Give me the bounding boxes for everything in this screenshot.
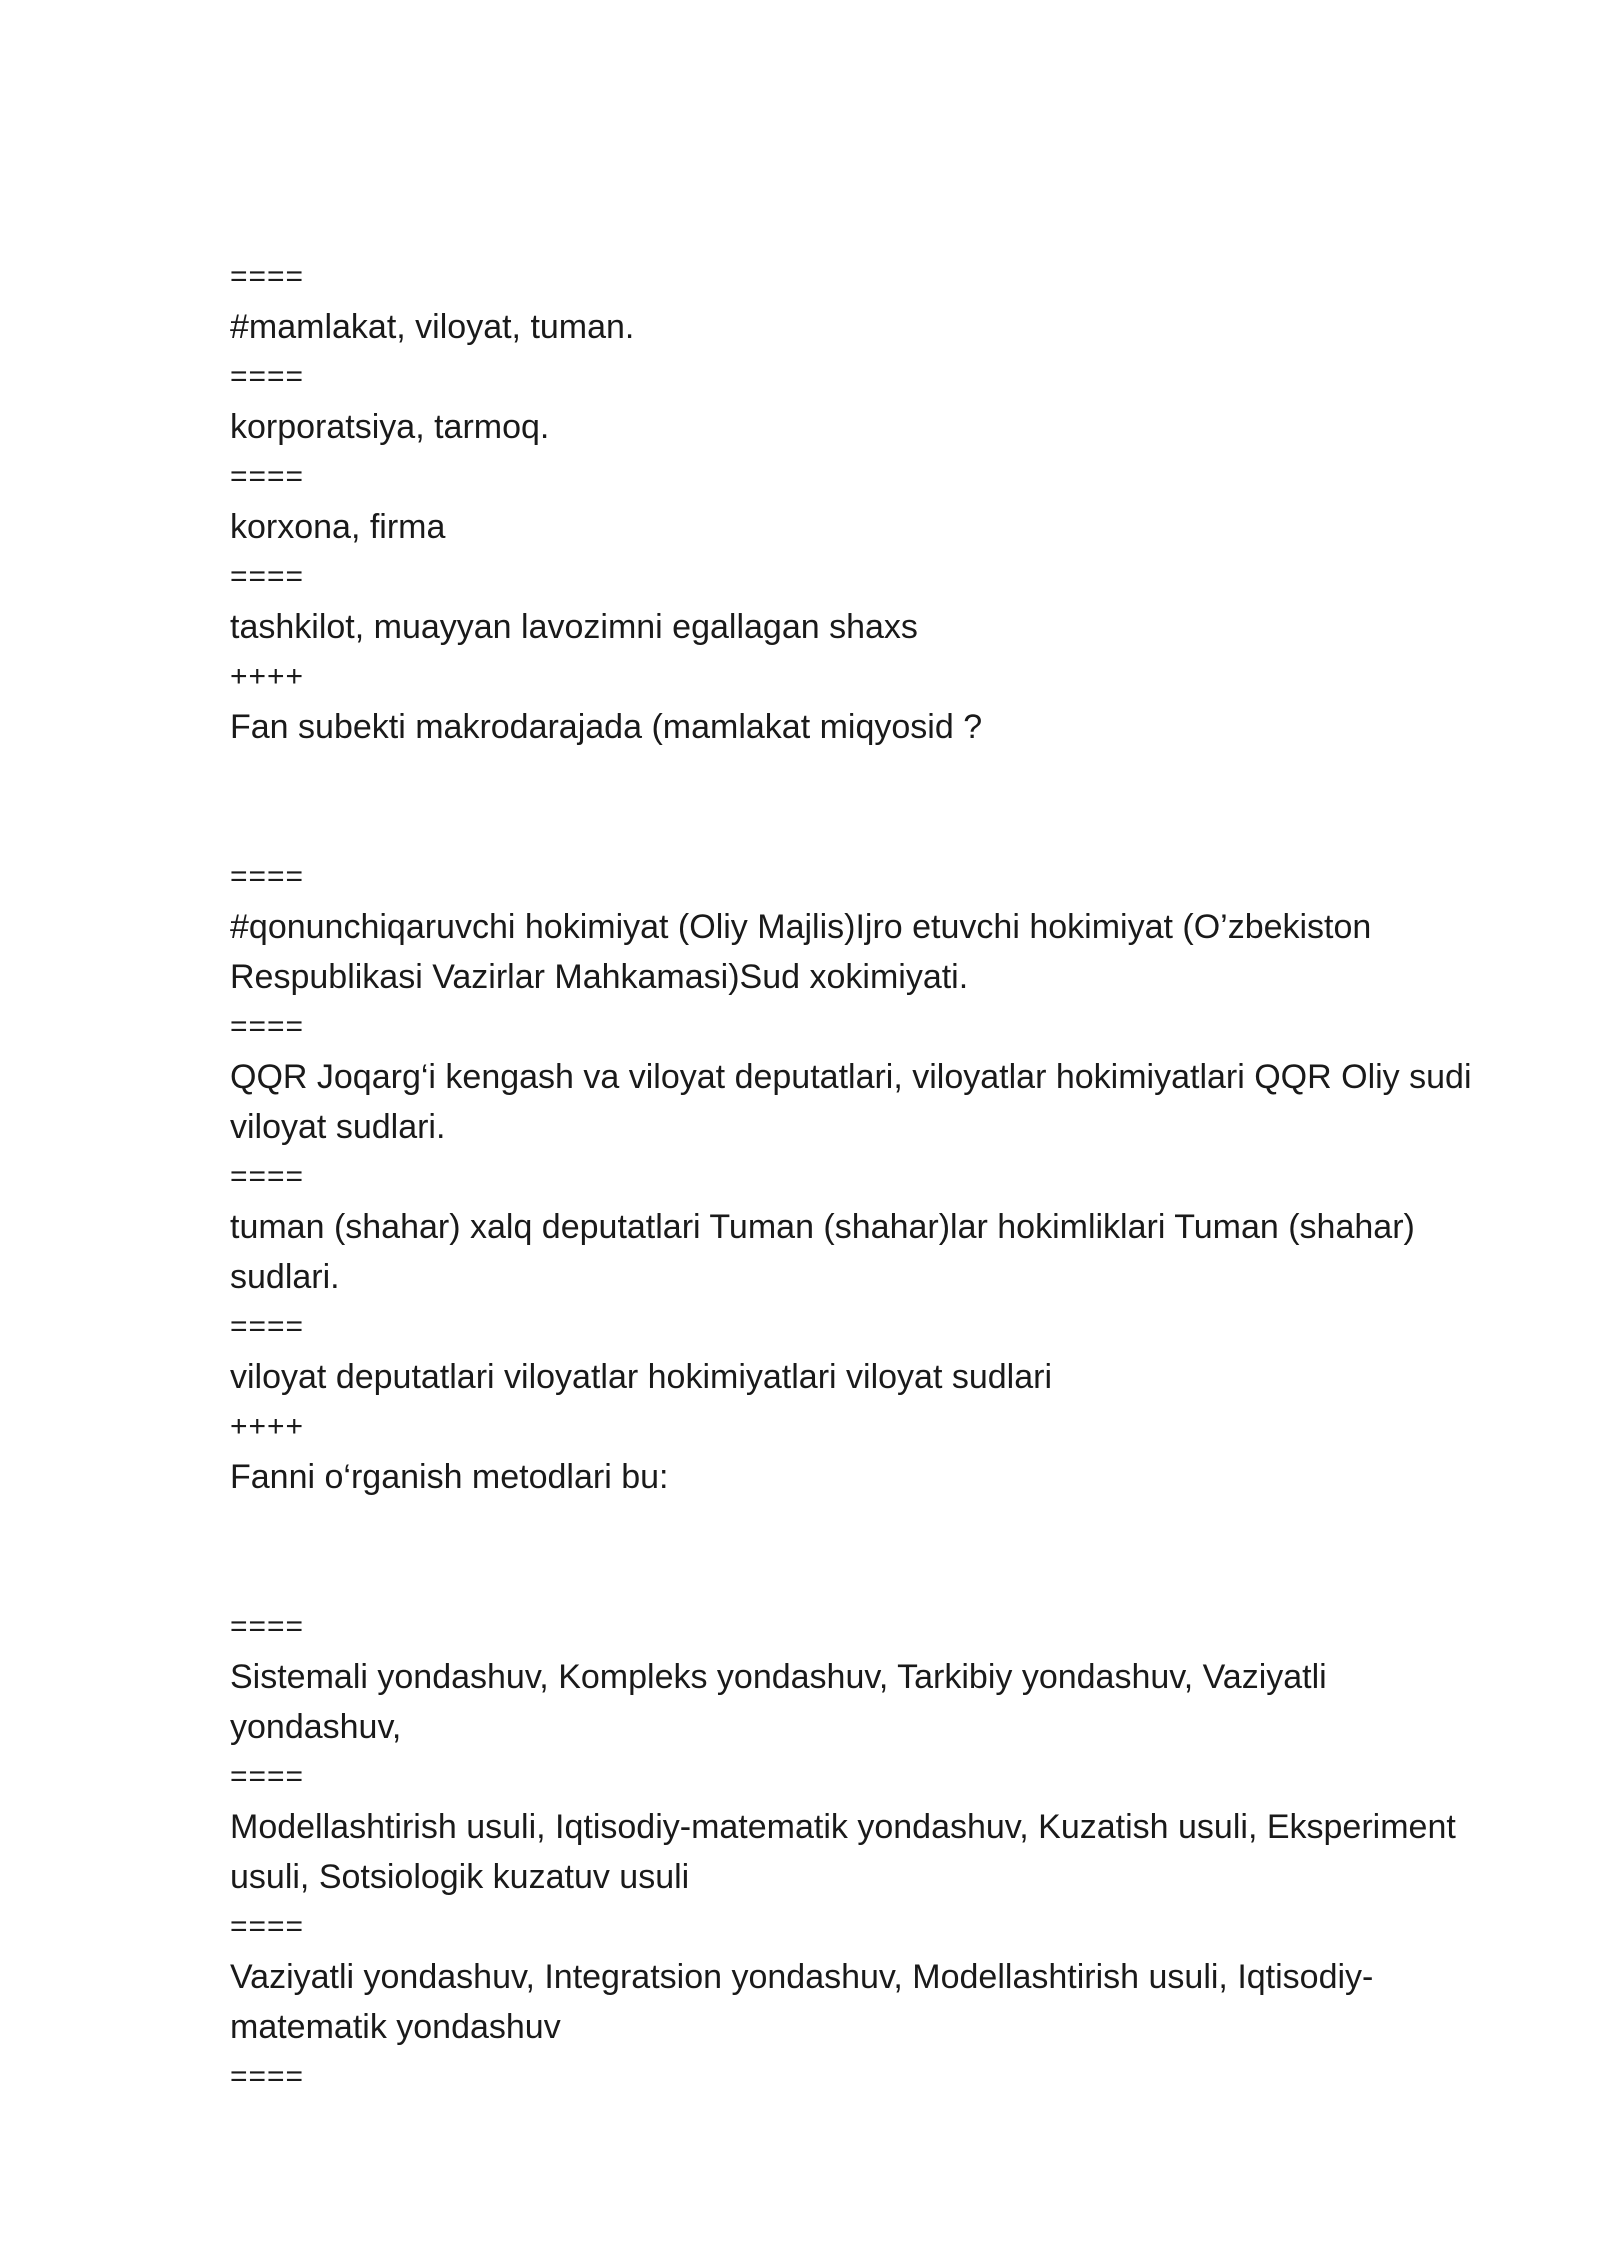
answer-option-text: Sistemali yondashuv, Kompleks yondashuv, Tarkibiy yondashuv, Vaziyatli yondashuv, — [230, 1658, 1337, 1746]
answer-option-text: #qonunchiqaruvchi hokimiyat (Oliy Majlis)Ijro etuvchi hokimiyat (O’zbekiston Respublikasi Vazirlar Mahkamasi)Sud xokimiyati. — [230, 908, 1381, 996]
question-text: Fanni o‘rganish metodlari bu: — [230, 1458, 669, 1496]
answer-option-text: viloyat deputatlari viloyatlar hokimiyatlari viloyat sudlari — [230, 1358, 1053, 1396]
answer-separator: ==== — [230, 860, 305, 893]
answer-separator: ==== — [230, 1910, 305, 1943]
answer-option-text: Vaziyatli yondashuv, Integratsion yondashuv, Modellashtirish usuli, Iqtisodiy-matematik yondashuv — [230, 1958, 1374, 2046]
answer-separator: ==== — [230, 1310, 305, 1343]
blank-space — [230, 752, 1500, 852]
answer-separator: ==== — [230, 360, 305, 393]
answer-separator: ==== — [230, 260, 305, 293]
answer-separator: ==== — [230, 1160, 305, 1193]
answer-separator: ==== — [230, 1010, 305, 1043]
answer-option-text: tuman (shahar) xalq deputatlari Tuman (shahar)lar hokimliklari Tuman (shahar) sudlari. — [230, 1208, 1425, 1296]
answer-separator: ==== — [230, 1610, 305, 1643]
question-separator: ++++ — [230, 660, 305, 693]
answer-option-text: tashkilot, muayyan lavozimni egallagan shaxs — [230, 608, 918, 646]
answer-separator: ==== — [230, 1760, 305, 1793]
answer-option-text: korxona, firma — [230, 508, 446, 546]
answer-separator: ==== — [230, 2060, 305, 2093]
document-body — [230, 252, 1500, 2102]
answer-option-text: korporatsiya, tarmoq. — [230, 408, 550, 446]
answer-option-text: Modellashtirish usuli, Iqtisodiy-matematik yondashuv, Kuzatish usuli, Eksperiment usuli, Sotsiologik kuzatuv usuli — [230, 1808, 1466, 1896]
question-text: Fan subekti makrodarajada (mamlakat miqyosid ? — [230, 708, 983, 746]
answer-option-text: #mamlakat, viloyat, tuman. — [230, 308, 635, 346]
answer-option-text: QQR Joqarg‘i kengash va viloyat deputatlari, viloyatlar hokimiyatlari QQR Oliy sudi viloyat sudlari. — [230, 1058, 1481, 1146]
question-separator: ++++ — [230, 1410, 305, 1443]
answer-separator: ==== — [230, 460, 305, 493]
blank-space — [230, 1502, 1500, 1602]
answer-separator: ==== — [230, 560, 305, 593]
